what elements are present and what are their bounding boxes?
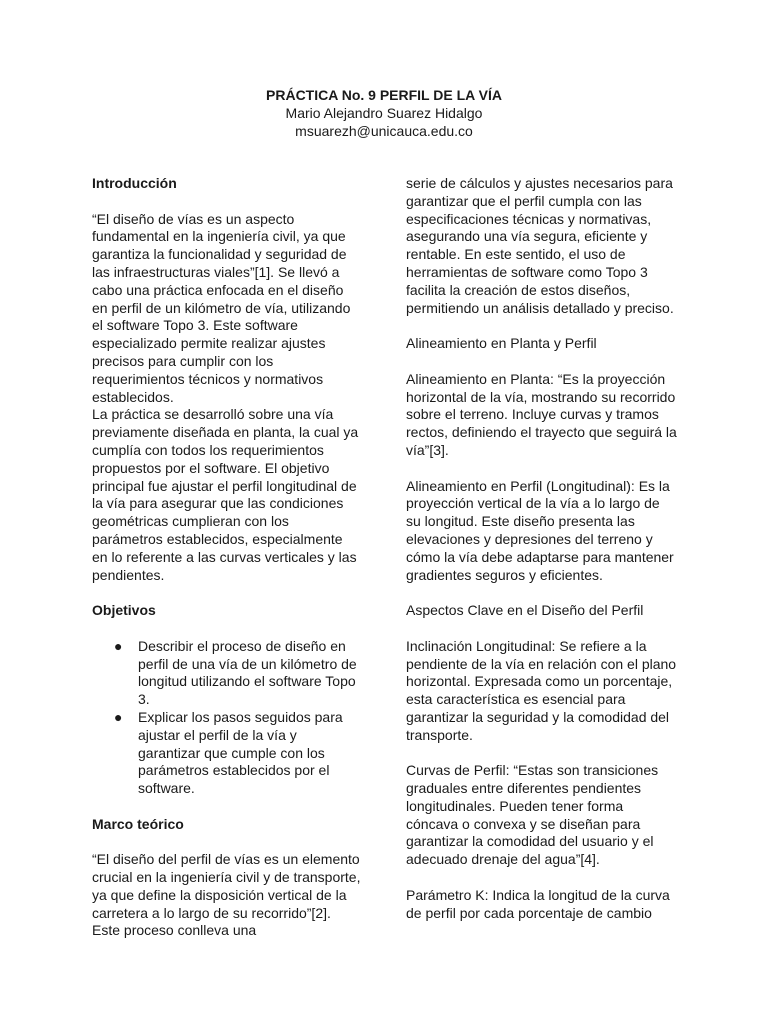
- paragraph-plan-alignment: Alineamiento en Planta: “Es la proyección horizontal de la vía, mostrando su recorrido sobre el terreno. Incluye curvas y tramos rectos, definiendo el trayecto que seguirá la vía”[3].: [406, 370, 677, 458]
- left-column: [92, 175, 362, 940]
- document-header: [0, 86, 768, 140]
- document-title: PRÁCTICA No. 9 PERFIL DE LA VÍA: [266, 87, 502, 103]
- paragraph-framework-1: “El diseño del perfil de vías es un elemento crucial en la ingeniería civil y de transporte, ya que define la disposición vertical de la carretera a lo largo de su recorrido”[2]. Este proceso conlleva una: [92, 851, 361, 939]
- list-item-text: Explicar los pasos seguidos para ajustar el perfil de la vía y garantizar que cumple con los parámetros establecidos por el software.: [138, 708, 343, 797]
- section-heading-introduction: Introducción: [92, 175, 177, 191]
- list-item-text: Describir el proceso de diseño en perfil de una vía de un kilómetro de longitud utilizando el software Topo 3.: [138, 637, 357, 708]
- paragraph-profile-alignment: Alineamiento en Perfil (Longitudinal): Es la proyección vertical de la vía a lo largo de su longitud. Este diseño presenta las elevaciones y depresiones del terreno y cómo la vía debe adaptarse para mantener gradientes seguros y eficientes.: [406, 477, 674, 583]
- objectives-list: [92, 638, 362, 798]
- right-column: [406, 175, 678, 922]
- subheading-alignment: Alineamiento en Planta y Perfil: [406, 335, 597, 352]
- list-item: [92, 638, 362, 709]
- paragraph-longitudinal-incline: Inclinación Longitudinal: Se refiere a la pendiente de la vía en relación con el plano horizontal. Expresada como un porcentaje, esta característica es esencial para garantizar la seguridad y la comodidad del transporte.: [406, 637, 677, 743]
- list-item: [92, 709, 362, 798]
- author-email: msuarezh@unicauca.edu.co: [295, 123, 473, 139]
- bullet-icon: ●: [114, 637, 123, 654]
- paragraph-k-parameter: Parámetro K: Indica la longitud de la curva de perfil por cada porcentaje de cambio: [406, 886, 670, 921]
- paragraph-framework-continuation: serie de cálculos y ajustes necesarios para garantizar que el perfil cumpla con las especificaciones técnicas y normativas, asegurando una vía segura, eficiente y rentable. En este sentido, el uso de herramientas de software como Topo 3 facilita la creación de estos diseños, permitiendo un análisis detallado y preciso.: [406, 175, 674, 316]
- paragraph-intro-2: La práctica se desarrolló sobre una vía previamente diseñada en planta, la cual ya cumplía con todos los requerimientos propuestos por el software. El objetivo principal fue ajustar el perfil longitudinal de la vía para asegurar que las condiciones geométricas cumplieran con los parámetros establecidos, especialmente en lo referente a las curvas verticales y las pendientes.: [92, 406, 359, 583]
- author-name: Mario Alejandro Suarez Hidalgo: [285, 105, 483, 121]
- paragraph-intro-1: “El diseño de vías es un aspecto fundamental en la ingeniería civil, ya que garantiza la funcionalidad y seguridad de las infraestructuras viales”[1]. Se llevó a cabo una práctica enfocada en el diseño en perfil de un kilómetro de vía, utilizando el software Topo 3. Este software especializado permite realizar ajustes precisos para cumplir con los requerimientos técnicos y normativos establecidos.: [92, 210, 351, 405]
- section-heading-framework: Marco teórico: [92, 815, 184, 832]
- bullet-icon: ●: [114, 708, 123, 725]
- subheading-key-aspects: Aspectos Clave en el Diseño del Perfil: [406, 602, 644, 619]
- paragraph-profile-curves: Curvas de Perfil: “Estas son transiciones graduales entre diferentes pendientes longitudinales. Pueden tener forma cóncava o convexa y se diseñan para garantizar la comodidad del usuario y el adecuado drenaje del agua”[4].: [406, 762, 659, 868]
- section-heading-objectives: Objetivos: [92, 602, 156, 619]
